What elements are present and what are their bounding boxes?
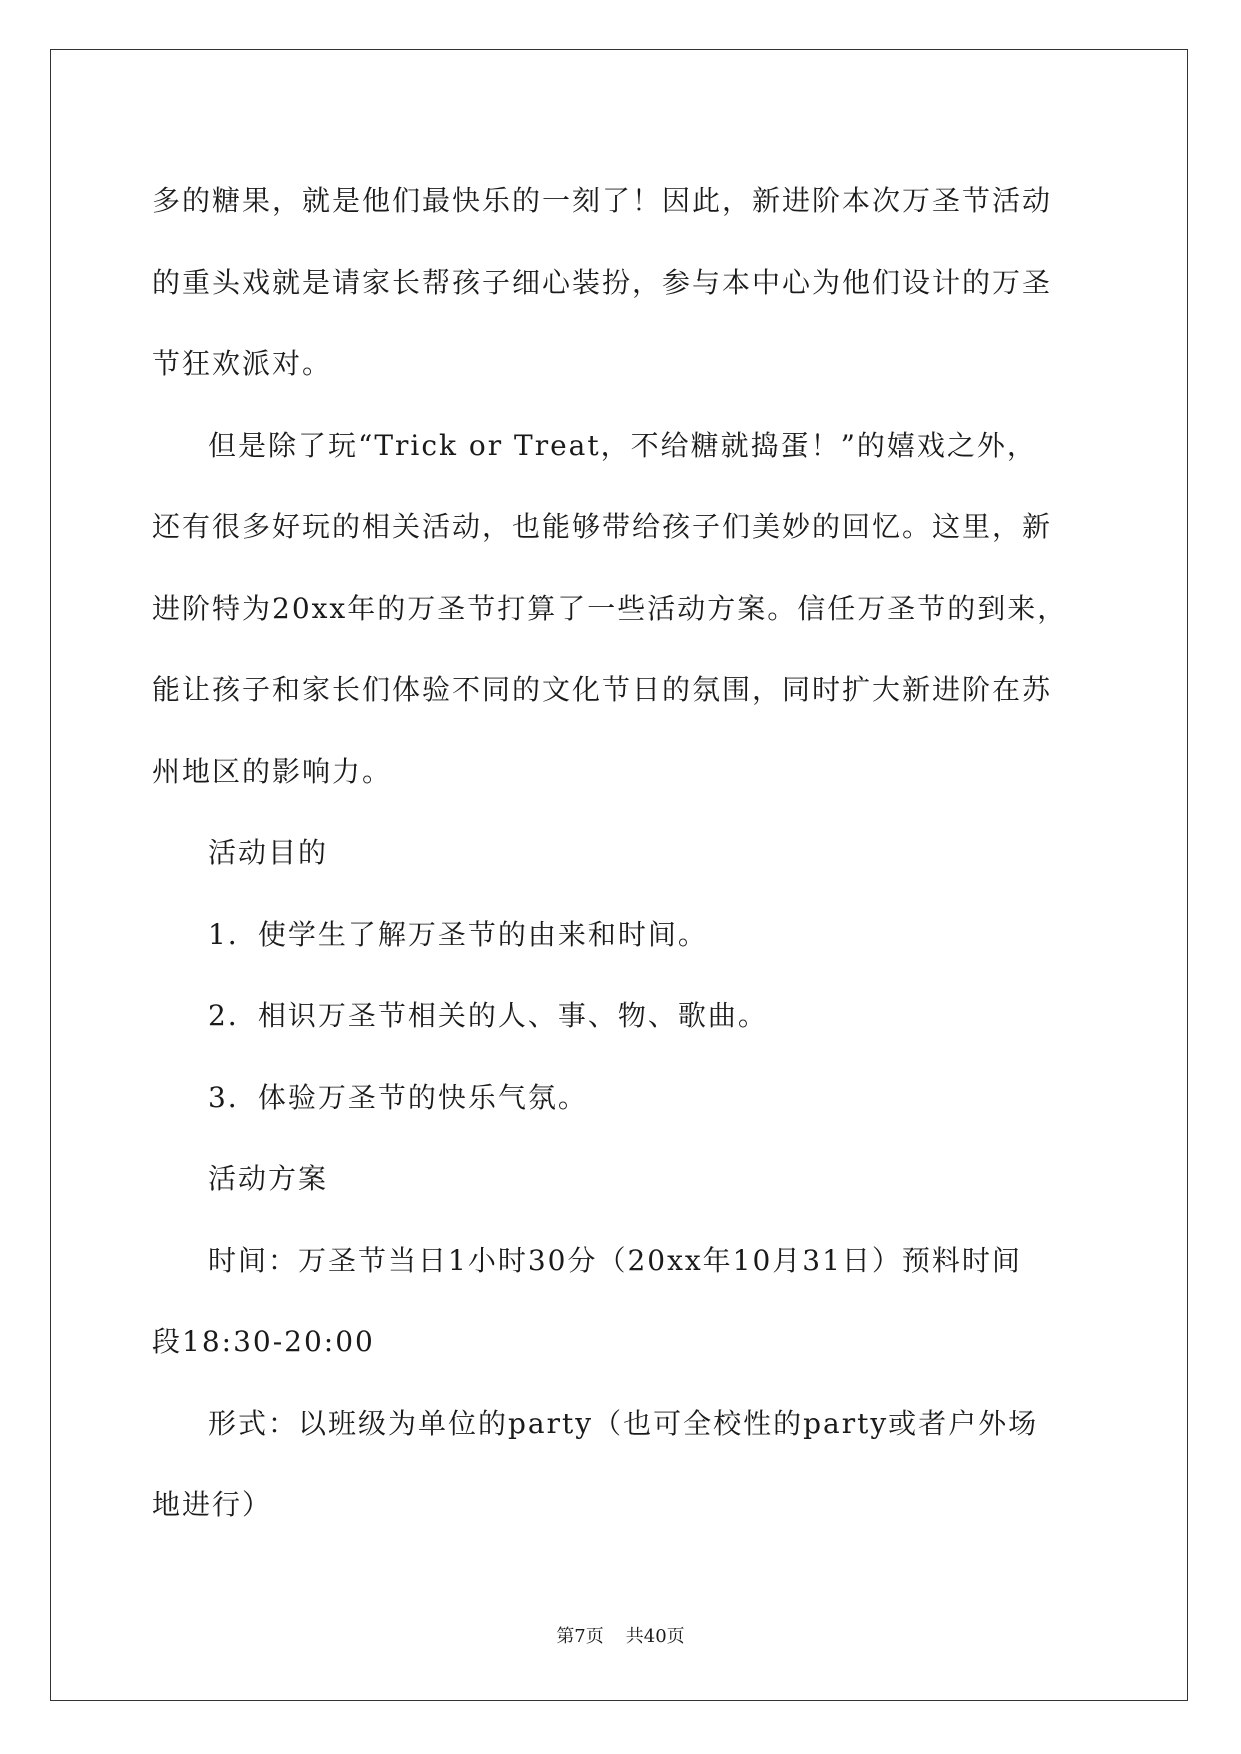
text-line: 节狂欢派对。	[152, 347, 333, 380]
paragraph	[152, 160, 1092, 405]
list-item	[152, 975, 1092, 1057]
page-footer	[0, 1622, 1241, 1648]
paragraph	[152, 405, 1092, 813]
text-line: 段18:30-20:00	[152, 1325, 375, 1358]
text-line: 能让孩子和家长们体验不同的文化节日的氛围，同时扩大新进阶在苏	[152, 673, 1053, 706]
text-line: 但是除了玩“Trick or Treat，不给糖就捣蛋！”的嬉戏之外，	[208, 428, 1037, 462]
paragraph	[152, 1383, 1092, 1546]
page-total: 共40页	[625, 1626, 685, 1647]
text-line: 3．体验万圣节的快乐气氛。	[208, 1080, 588, 1114]
text-line: 的重头戏就是请家长帮孩子细心装扮，参与本中心为他们设计的万圣	[152, 265, 1053, 299]
text-line: 多的糖果，就是他们最快乐的一刻了！因此，新进阶本次万圣节活动	[152, 184, 1053, 217]
text-line: 州地区的影响力。	[152, 754, 393, 788]
list-item	[152, 1057, 1092, 1139]
text-line: 地进行）	[152, 1488, 273, 1521]
text-line: 时间：万圣节当日1小时30分（20xx年10月31日）预料时间	[208, 1243, 1022, 1277]
text-line: 进阶特为20xx年的万圣节打算了一些活动方案。信任万圣节的到来，	[152, 591, 1068, 625]
list-item	[152, 894, 1092, 976]
page-number: 第7页	[556, 1626, 604, 1647]
text-line: 还有很多好玩的相关活动，也能够带给孩子们美妙的回忆。这里，新	[152, 510, 1053, 543]
section-heading	[152, 812, 1092, 894]
document-body	[152, 160, 1092, 1546]
text-line: 活动方案	[208, 1162, 329, 1195]
text-line: 2．相识万圣节相关的人、事、物、歌曲。	[208, 999, 768, 1032]
paragraph	[152, 1220, 1092, 1383]
section-heading	[152, 1138, 1092, 1220]
text-line: 活动目的	[208, 836, 329, 869]
text-line: 1．使学生了解万圣节的由来和时间。	[208, 917, 708, 951]
text-line: 形式：以班级为单位的party（也可全校性的party或者户外场	[208, 1406, 1039, 1440]
